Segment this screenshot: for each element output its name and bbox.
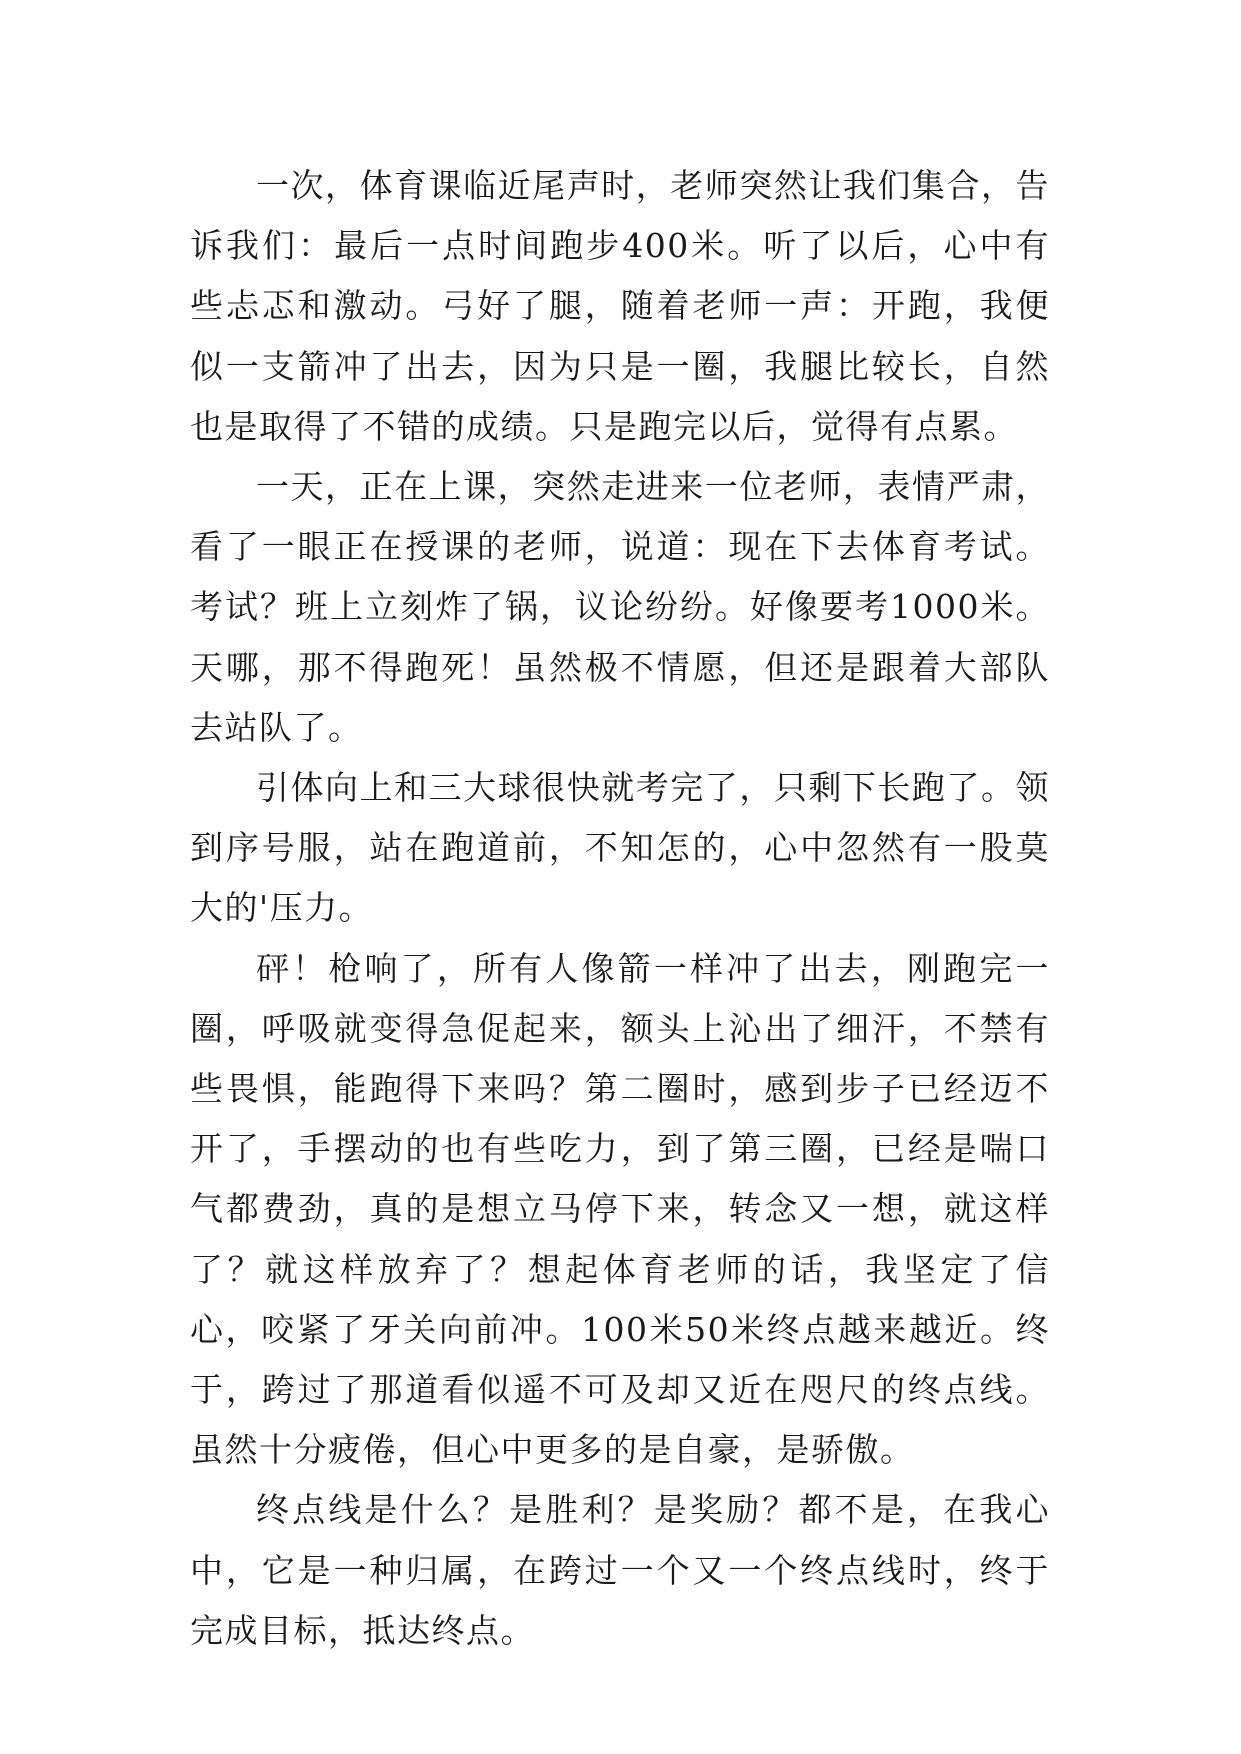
paragraph-1: 一次，体育课临近尾声时，老师突然让我们集合，告诉我们：最后一点时间跑步400米。听了以后，心中有些忐忑和激动。弓好了腿，随着老师一声：开跑，我便似一支箭冲了出去，因为只是一圈，我腿比较长，自然也是取得了不错的成绩。只是跑完以后，觉得有点累。 — [190, 166, 1050, 446]
paragraph-5: 终点线是什么？是胜利？是奖励？都不是，在我心中，它是一种归属，在跨过一个又一个终点线时，终于完成目标，抵达终点。 — [190, 1490, 1050, 1650]
paragraph-2: 一天，正在上课，突然走进来一位老师，表情严肃，看了一眼正在授课的老师，说道：现在下去体育考试。考试？班上立刻炸了锅，议论纷纷。好像要考1000米。天哪，那不得跑死！虽然极不情愿，但还是跟着大部队去站队了。 — [190, 467, 1050, 747]
essay-body — [190, 156, 1050, 1661]
paragraph-4: 砰！枪响了，所有人像箭一样冲了出去，刚跑完一圈，呼吸就变得急促起来，额头上沁出了细汗，不禁有些畏惧，能跑得下来吗？第二圈时，感到步子已经迈不开了，手摆动的也有些吃力，到了第三圈，已经是喘口气都费劲，真的是想立马停下来，转念又一想，就这样了？就这样放弃了？想起体育老师的话，我坚定了信心，咬紧了牙关向前冲。100米50米终点越来越近。终于，跨过了那道看似遥不可及却又近在咫尺的终点线。虽然十分疲倦，但心中更多的是自豪，是骄傲。 — [190, 948, 1050, 1470]
paragraph-3: 引体向上和三大球很快就考完了，只剩下长跑了。领到序号服，站在跑道前，不知怎的，心中忽然有一股莫大的'压力。 — [190, 768, 1050, 928]
